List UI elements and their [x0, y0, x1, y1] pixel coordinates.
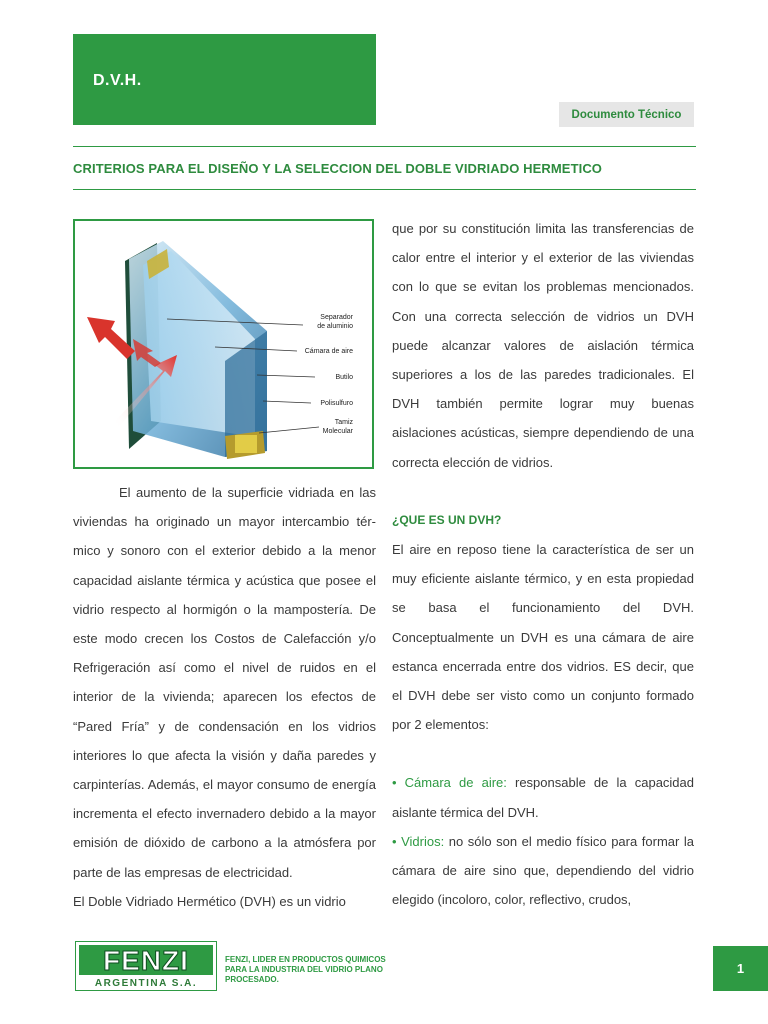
leader-line	[263, 401, 311, 403]
fenzi-logo	[75, 941, 217, 991]
dvh-cross-section-diagram	[75, 221, 372, 467]
paragraph-definition: El aire en reposo tiene la característica de ser un muy eficiente aislante térmico, y en esta propiedad se basa el funcionamiento del DVH. Conceptualmente un DVH es una cámara de aire estanca encerrada entre dos vidrios. ES decir, que el DVH debe ser visto como un conjunto formado por 2 elementos:	[392, 542, 694, 733]
label-polysulfide: Polisulfuro	[320, 400, 353, 407]
label-sieve: Tamiz	[334, 419, 353, 426]
subheading-que-es: ¿QUE ES UN DVH?	[392, 512, 502, 527]
bullet-term: • Vidrios:	[392, 833, 445, 849]
page-number: 1	[736, 961, 745, 976]
leader-line	[259, 427, 319, 433]
bullet-glass	[392, 827, 694, 915]
page-number-badge	[713, 946, 768, 991]
logo-fenzi-text: FENZI	[103, 945, 189, 976]
molecular-sieve	[235, 435, 257, 453]
right-column	[392, 214, 694, 914]
document-title: D.V.H.	[93, 72, 142, 89]
paragraph-continuation: que por su constitución limita las transferencias de calor entre el interior y el exterior de las viviendas con lo que se evitan los problemas mencionados. Con una correcta selección de vidrios un DVH puede alcanzar valores de aislación térmica superiores a los de las paredes tradicionales. El DVH también permite lograr muy buenas aislaciones acústicas, siempre dependiendo de una correcta elección de vidrios.	[392, 221, 694, 470]
label-aluminium: de aluminio	[317, 323, 353, 330]
footer-slogan: FENZI, LIDER EN PRODUCTOS QUIMICOS PARA LA INDUSTRIA DEL VIDRIO PLANO PROCESADO.	[225, 955, 386, 984]
bullet-text: no sólo son el medio físico para formar la cámara de aire sino que, dependiendo del vidrio elegido (incoloro, color, reflectivo, crudos,	[392, 833, 694, 908]
label-butyl: Butilo	[335, 374, 353, 381]
label-molecular: Molecular	[322, 428, 353, 435]
divider-top	[73, 146, 696, 147]
bullet-term: • Cámara de aire:	[392, 775, 507, 791]
bullet-text: responsable de la capacidad aislante térmica del DVH.	[392, 775, 694, 820]
label-separator: Separador	[320, 314, 353, 321]
section-heading: CRITERIOS PARA EL DISEÑO Y LA SELECCION DEL DOBLE VIDRIADO HERMETICO	[73, 161, 603, 176]
divider-bottom	[73, 189, 696, 190]
bullet-air-chamber	[392, 768, 694, 826]
dvh-diagram-figure	[73, 219, 374, 469]
logo-argentina-text: ARGENTINA S.A.	[94, 978, 198, 989]
paragraph-intro: El aumento de la superficie vidriada en las viviendas ha originado un mayor intercambio térmico y sonoro con el exterior debido a la menor capacidad aislante térmica y acústica que posee el vidrio respecto al hormigón o la mampostería. De este modo crecen los Costos de Calefacción y/o Refrigeración así como el nivel de ruidos en el interior de la vivienda; aparecen los efectos de “Pared Fría” y de condensación en los vidrios interiores lo que afecta la visión y daña paredes y carpinterías. Además, el mayor consumo de energía incrementa el efecto invernadero debido a la mayor emisión de dióxido de carbono a la atmósfera por parte de las empresas de electricidad.	[73, 485, 376, 880]
left-column	[73, 478, 376, 916]
label-air-chamber: Cámara de aire	[304, 348, 353, 355]
document-type-badge: Documento Técnico	[559, 102, 694, 127]
paragraph-dvh-def: El Doble Vidriado Hermético (DVH) es un vidrio	[73, 893, 346, 909]
